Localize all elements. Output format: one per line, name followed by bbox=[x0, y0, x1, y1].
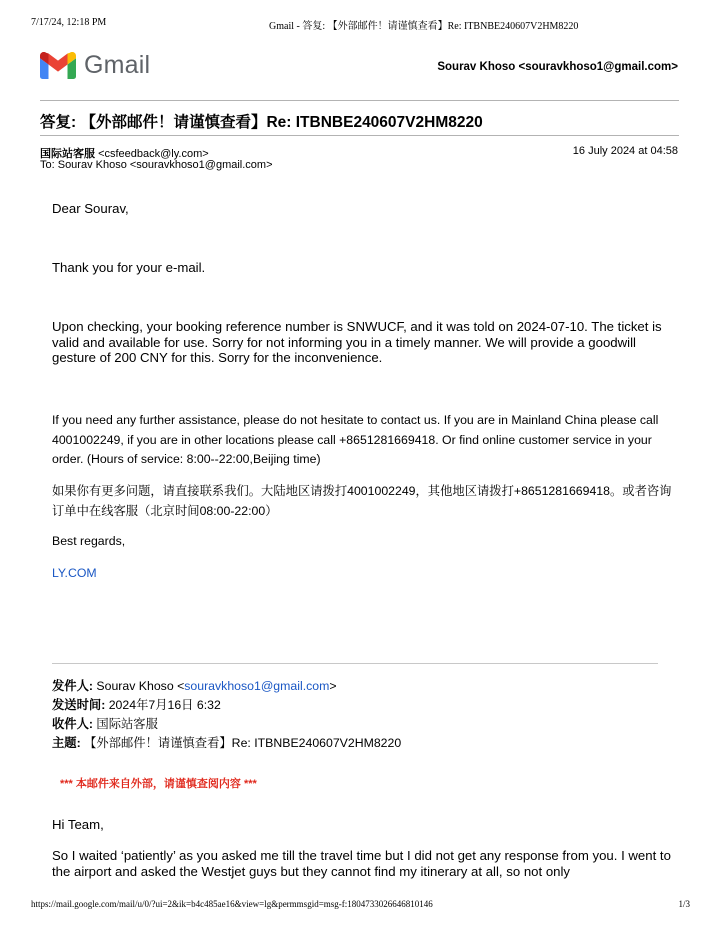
sender-name: 国际站客服 bbox=[40, 148, 95, 160]
email-date: 16 July 2024 at 04:58 bbox=[572, 145, 678, 157]
body-paragraph: Upon checking, your booking reference number is SNWUCF, and it was told on 2024-07-10. The ticket is valid and available for use. Sorry for not informing you in a timely manner. We will provide a goodwill gesture of 200 CNY for this. Sorry for the inconvenience. bbox=[52, 319, 662, 365]
divider bbox=[40, 100, 679, 101]
signoff: Best regards, bbox=[52, 534, 126, 548]
quoted-paragraph: So I waited ‘patiently’ as you asked me till the travel time but I did not get any response from you. I went to the airport and asked the Westjet guys but they cannot find my itinerary at all, so not only bbox=[52, 848, 671, 879]
gmail-logo-text: Gmail bbox=[84, 50, 151, 79]
body-paragraph: Thank you for your e-mail. bbox=[52, 260, 206, 275]
print-page-title: Gmail - 答复: 【外部邮件！请谨慎查看】Re: ITBNBE240607V2HM8220 bbox=[269, 21, 579, 32]
quoted-subject-label: 主题: bbox=[52, 736, 81, 750]
quoted-to-label: 收件人: bbox=[52, 717, 93, 731]
divider bbox=[40, 135, 679, 136]
greeting: Dear Sourav, bbox=[52, 201, 129, 216]
quoted-from bbox=[52, 677, 337, 696]
quote-divider bbox=[52, 663, 658, 664]
email-subject: 答复: 【外部邮件！请谨慎查看】Re: ITBNBE240607V2HM8220 bbox=[40, 114, 483, 131]
signature-link[interactable]: LY.COM bbox=[52, 566, 97, 580]
body-paragraph: If you need any further assistance, please do not hesitate to contact us. If you are in Mainland China please call 4001002249, if you are in other locations please call +8651281669418. Or find online customer service in your order. (Hours of service: 8:00--22:00,Beijing time) bbox=[52, 413, 659, 466]
quoted-sent-value: 2024年7月16日 6:32 bbox=[105, 698, 221, 712]
quoted-to-value: 国际站客服 bbox=[93, 717, 158, 731]
quoted-from-email-link[interactable]: souravkhoso1@gmail.com bbox=[184, 679, 330, 693]
gmail-m-icon bbox=[40, 52, 76, 79]
quoted-from-name: Sourav Khoso < bbox=[93, 679, 185, 693]
account-label: Sourav Khoso <souravkhoso1@gmail.com> bbox=[437, 61, 678, 73]
quoted-subject bbox=[52, 734, 401, 753]
quoted-from-close: > bbox=[329, 679, 337, 693]
quoted-from-label: 发件人: bbox=[52, 679, 93, 693]
gmail-logo[interactable] bbox=[40, 49, 150, 81]
body-paragraph-chinese: 如果你有更多问题，请直接联系我们。大陆地区请拨打4001002249，其他地区请拨打+8651281669418。或者咨询订单中在线客服（北京时间08:00-22:00） bbox=[52, 484, 672, 518]
quoted-sent-label: 发送时间: bbox=[52, 698, 106, 712]
quoted-sent bbox=[52, 696, 221, 715]
recipient-line: To: Sourav Khoso <souravkhoso1@gmail.com> bbox=[40, 159, 273, 171]
quoted-greeting: Hi Team, bbox=[52, 817, 104, 832]
quoted-subject-value: 【外部邮件！请谨慎查看】Re: ITBNBE240607V2HM8220 bbox=[80, 736, 402, 750]
sender-email: <csfeedback@ly.com> bbox=[98, 148, 209, 160]
external-mail-warning: *** 本邮件来自外部，请谨慎查阅内容 *** bbox=[60, 778, 257, 790]
quoted-to bbox=[52, 715, 158, 734]
print-url: https://mail.google.com/mail/u/0/?ui=2&ik=b4c485ae16&view=lg&permmsgid=msg-f:1804733026646810146 bbox=[31, 899, 433, 909]
print-datetime: 7/17/24, 12:18 PM bbox=[31, 17, 107, 28]
print-page-number: 1/3 bbox=[678, 899, 690, 909]
